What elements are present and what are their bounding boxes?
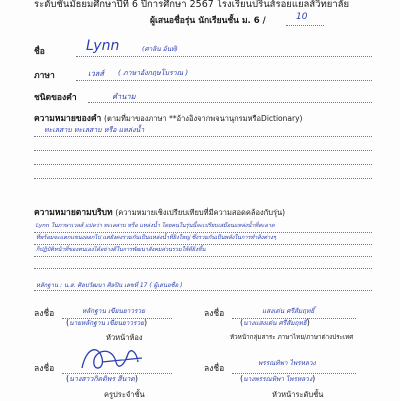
bottom-left-role: ครูประจำชั้น	[104, 390, 145, 399]
proposer-line	[34, 290, 372, 291]
bottom-right-signature: พรรณทิพา ไพรหลวง	[258, 359, 316, 367]
left-role: หัวหน้าห้อง	[106, 333, 143, 342]
context-meaning-heading	[34, 205, 285, 219]
left-sign-label: ลงชื่อ	[34, 309, 55, 319]
context-text-2: ที่พร้อมจะแตกแขนงออกไป แต่ยังคงรวมกันเป็นแหล่งน้ำที่ยิ่งใหญ่ ซึ่งรวมกันเป็นพลังในการทำสิ่งต่างๆ	[36, 235, 276, 241]
class-number: 10	[296, 12, 308, 22]
word-meaning-line-1	[34, 136, 372, 137]
header-title: ระดับชั้นมัธยมศึกษาปีที่ 6 ปีการศึกษา 2567 โรงเรียนปรินส์รอยแยลส์วิทยาลัย	[34, 0, 350, 10]
bottom-right-role: หัวหน้าระดับชั้น	[272, 390, 324, 399]
right-printed-name-wrap: (นางแสงเด่น ศรีสัมฤทธิ์)	[240, 318, 310, 327]
right-role: หัวหน้ากลุ่มสาระ ภาษาไทย/ภาษาต่างประเทศ	[230, 334, 354, 341]
word-meaning-line-3	[34, 164, 372, 165]
word-meaning-label: ความหมายของคำ	[34, 114, 102, 124]
bottom-right-printed-name: นางพรรณทิพา ไพรหลวง	[243, 375, 313, 383]
word-type-label: ชนิดของคำ	[34, 93, 77, 103]
bottom-left-handwritten-signature	[72, 340, 152, 376]
proposer-text: หลักฐาน : น.ส. ศิลปวัฒนา ศิลปิน เลขที่ 17 ( ผู้เสนอชื่อ )	[36, 282, 183, 289]
word-meaning-line-4	[34, 178, 372, 179]
context-line-4	[34, 268, 372, 269]
bottom-right-printed-name-wrap: (นางพรรณทิพา ไพรหลวง)	[240, 374, 316, 383]
word-meaning-heading	[34, 111, 302, 125]
left-signature: หลักฐาน เขียนยาวรวย	[82, 307, 145, 315]
left-printed-name-wrap: (นายหลักฐาน เขียนยาวรวย)	[66, 318, 148, 327]
right-signature: แสงเด่น ศรีสัมฤทธิ์	[262, 307, 315, 315]
language-label: ภาษา	[34, 71, 55, 81]
bottom-right-sign-label: ลงชื่อ	[204, 364, 225, 374]
class-underline	[286, 25, 324, 26]
name-label: ชื่อ	[34, 47, 45, 57]
name-underline	[76, 56, 372, 57]
left-printed-name: นายหลักฐาน เขียนยาวรวย	[69, 319, 144, 327]
word-meaning-note: (ตามที่มาของภาษา **อ้างอิงจากพจนานุกรมหรือDictionary)	[104, 114, 303, 123]
context-line-1	[34, 232, 372, 233]
context-text-3: ก็ปฏิบัติหน้าที่ของตนเองได้อย่างดีในการพัฒนาสังคมส่วนรวมให้ดียิ่งขึ้น	[36, 247, 206, 253]
bottom-left-sign-label: ลงชื่อ	[34, 364, 55, 374]
context-line-2	[34, 244, 372, 245]
context-meaning-label: ความหมายตามบริบท	[34, 208, 113, 218]
language-underline	[76, 80, 372, 81]
proposer-class-label: ผู้เสนอชื่อรุ่น นักเรียนชั้น ม. 6 /	[150, 16, 266, 26]
right-sign-label: ลงชื่อ	[204, 309, 225, 319]
right-printed-name: นางแสงเด่น ศรีสัมฤทธิ์	[243, 319, 307, 327]
word-type-value: คำนาม	[112, 92, 136, 101]
context-meaning-note: (ความหมายเชิงเปรียบเทียบที่มีความสอดคล้องกับรุ่น)	[115, 208, 286, 217]
bottom-left-printed-name-wrap: (นางสาวกิตติพร สีนาด)	[66, 374, 138, 383]
name-note: (ศาลิน อ้นท์)	[142, 45, 178, 53]
language-value: เวลส์	[88, 69, 104, 78]
context-text-1: Lynn ในภาษาเวลส์ แปลว่า ทะเลสาบ หรือ แหล่งน้ำ โดยคนในรุ่นนี้จะเปรียบเสมือนแหล่งน้ำที่สะอาด	[36, 223, 275, 229]
bottom-left-printed-name: นางสาวกิตติพร สีนาด	[69, 375, 135, 383]
context-line-3	[34, 256, 372, 257]
name-value: Lynn	[86, 38, 120, 54]
word-meaning-line-2	[34, 150, 372, 151]
language-note: ( ภาษาอังกฤษโบราณ )	[118, 69, 189, 77]
word-meaning-value: ทะเลสาบ ทะเลสาบ หรือ แหล่งน้ำ	[44, 126, 145, 134]
